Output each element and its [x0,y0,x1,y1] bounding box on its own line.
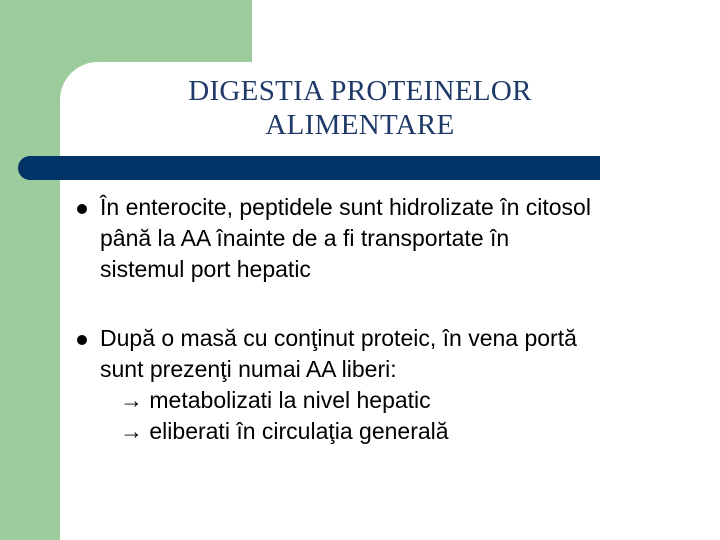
bullet-text-line: După o masă cu conţinut proteic, în vena portă [100,325,577,351]
slide-title-line-2: ALIMENTARE [265,109,455,141]
bullet-text-line: până la AA înainte de a fi transportate în [100,225,510,251]
green-left-stripe [0,0,60,540]
bullet-dot-icon [77,335,87,345]
bullet-list [72,192,712,447]
bullet-text-line: În enterocite, peptidele sunt hidrolizate în citosol [100,194,591,220]
bullet-item-enterocytes [72,192,712,285]
sub-item-hepatic-metabolism: → metabolizati la nivel hepatic [120,387,431,413]
bullet-dot-icon [77,204,87,214]
bullet-item-portal-vein [72,323,712,447]
slide-title [60,74,660,142]
sub-item-general-circulation: → eliberati în circulaţia generală [120,418,449,444]
bullet-text-line: sunt prezenţi numai AA liberi: [100,356,397,382]
slide-title-line-1: DIGESTIA PROTEINELOR [188,75,532,107]
bullet-text-line: sistemul port hepatic [100,256,311,282]
title-rule-bar [18,156,600,180]
